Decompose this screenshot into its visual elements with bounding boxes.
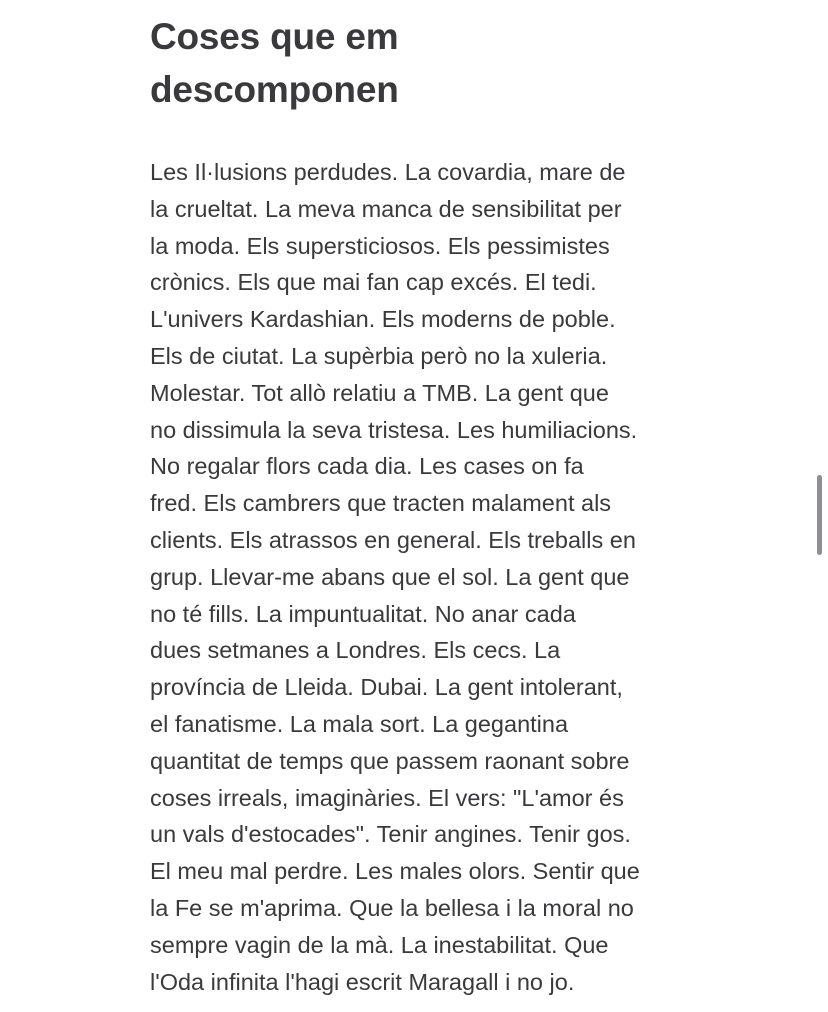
- body-line: sempre vagin de la mà. La inestabilitat. Que: [150, 931, 609, 958]
- title-line: descomponen: [150, 69, 399, 110]
- body-line: El meu mal perdre. Les males olors. Sentir que: [150, 858, 640, 885]
- body-line: no dissimula la seva tristesa. Les humiliacions.: [150, 416, 638, 443]
- scroll-indicator[interactable]: [817, 475, 822, 555]
- body-line: la moda. Els supersticiosos. Els pessimistes: [150, 232, 610, 259]
- body-line: província de Lleida. Dubai. La gent intolerant,: [150, 674, 623, 701]
- body-line: no té fills. La impuntualitat. No anar cada: [150, 600, 576, 627]
- body-line: Les Il·lusions perdudes. La covardia, mare de: [150, 159, 626, 185]
- body-line: un vals d'estocades". Tenir angines. Tenir gos.: [150, 821, 631, 848]
- body-line: L'univers Kardashian. Els moderns de poble.: [150, 306, 616, 333]
- title-line: Coses que em: [150, 16, 399, 57]
- body-line: el fanatisme. La mala sort. La gegantina: [150, 710, 569, 737]
- article-body: [150, 154, 710, 1000]
- body-line: clients. Els atrassos en general. Els treballs en: [150, 526, 636, 553]
- body-line: l'Oda infinita l'hagi escrit Maragall i no jo.: [150, 968, 575, 995]
- article-title: [150, 10, 710, 116]
- body-line: fred. Els cambrers que tracten malament als: [150, 490, 612, 517]
- body-line: Els de ciutat. La supèrbia però no la xuleria.: [150, 342, 608, 369]
- body-line: quantitat de temps que passem raonant sobre: [150, 747, 630, 774]
- body-line: No regalar flors cada dia. Les cases on fa: [150, 453, 584, 480]
- body-line: la Fe se m'aprima. Que la bellesa i la moral no: [150, 894, 634, 921]
- body-line: la crueltat. La meva manca de sensibilitat per: [150, 195, 622, 222]
- body-line: crònics. Els que mai fan cap excés. El tedi.: [150, 269, 597, 296]
- body-line: grup. Llevar-me abans que el sol. La gent que: [150, 563, 630, 590]
- body-line: Molestar. Tot allò relatiu a TMB. La gent que: [150, 379, 609, 406]
- body-line: dues setmanes a Londres. Els cecs. La: [150, 637, 561, 664]
- body-line: coses irreals, imaginàries. El vers: "L'amor és: [150, 784, 624, 811]
